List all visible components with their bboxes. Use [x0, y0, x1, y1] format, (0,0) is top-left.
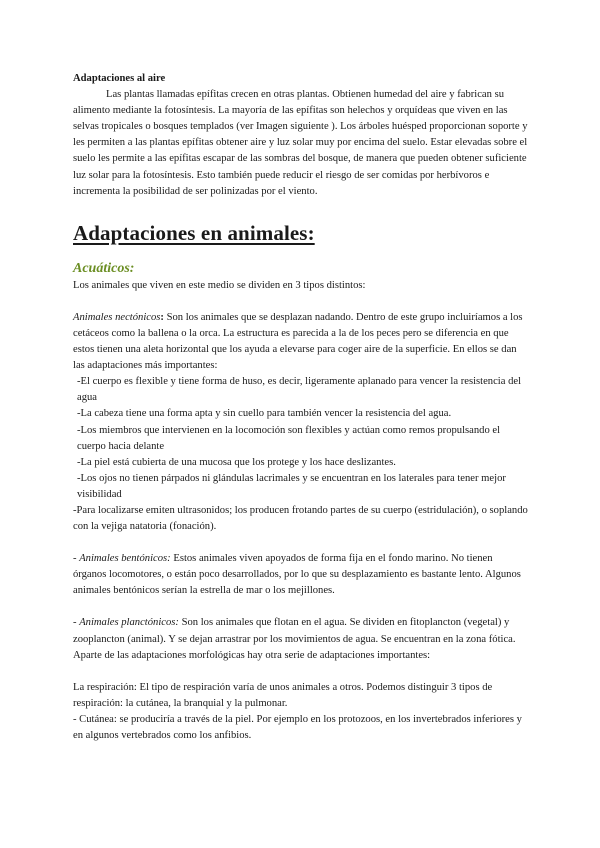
text-planctonicos: Son los animales que flotan en el agua. Se dividen en fitoplancton (vegetal) y zooplancton (animal). Y se dejan arrastrar por los movimientos de agua. Se encuentran en la zona fótica.: [73, 617, 516, 645]
colon-nectonicos: :: [160, 311, 164, 323]
paragraph-bentonicos: [73, 551, 528, 599]
paragraph-intro: Los animales que viven en este medio se dividen en 3 tipos distintos:: [73, 279, 366, 291]
text-bentonicos: Estos animales viven apoyados de forma fija en el fondo marino. No tienen órganos locomotores, o están poco desarrollados, por lo que su desplazamiento es bastante lento. Algunos animales bentónicos serían la estrella de mar o los mejillones.: [73, 553, 521, 597]
list-item-last: -Para localizarse emiten ultrasonidos; los producen frotando partes de su cuerpo (estridulación), o soplando con la vejiga natatoria (fonación).: [73, 504, 528, 533]
label-planctonicos: Animales planctónicos:: [79, 617, 179, 629]
prefix-bentonicos: -: [73, 553, 80, 565]
paragraph-cutanea: - Cutánea: se produciría a través de la piel. Por ejemplo en los protozoos, en los invertebrados inferiores y en algunos vertebrados como los anfibios.: [73, 713, 522, 741]
list-item: -La cabeza tiene una forma apta y sin cuello para también vencer la resistencia del agua.: [77, 408, 452, 420]
label-nectonicos: Animales nectónicos: [73, 311, 161, 323]
spacer: [73, 294, 528, 310]
paragraph-epifitas: Las plantas llamadas epífitas crecen en otras plantas. Obtienen humedad del aire y fabrican su alimento mediante la fotosíntesis. La mayoría de las epífitas son helechos y orquídeas que viven en las selvas tropicales o bosques templados (ver Imagen siguiente ). Los árboles huésped proporcionan soporte y les permiten a las plantas epífitas obtener aire y luz solar muy por encima del suelo. Estar elevadas sobre el suelo les permite a las epífitas escapar de las sombras del bosque, de manera que pueden obtener suficiente luz solar para la fotosíntesis. Esto también puede reducir el riesgo de ser comidas por herbívoros e incrementa la posibilidad de ser polinizadas por el viento.: [73, 89, 528, 197]
list-item: -La piel está cubierta de una mucosa que los protege y los hace deslizantes.: [77, 456, 396, 468]
paragraph-planctonicos: [73, 615, 528, 647]
spacer: [73, 535, 528, 551]
text-nectonicos: Son los animales que se desplazan nadando. Dentro de este grupo incluiríamos a los cetáceos como la ballena o la orca. La estructura es parecida a la de los peces pero se diferencia en que estos tienen una aleta horizontal que los ayuda a elevarse para coger aire de la superficie. En ellos se dan las adaptaciones más importantes:: [73, 311, 523, 372]
spacer: [73, 664, 528, 680]
spacer: [73, 599, 528, 615]
list-item: -Los ojos no tienen párpados ni glándulas lacrimales y se encuentran en los laterales para tener mejor visibilidad: [77, 472, 506, 500]
title-adaptaciones-animales: Adaptaciones en animales:: [73, 220, 315, 245]
section-heading-aire: Adaptaciones al aire: [73, 73, 166, 84]
subtitle-acuaticos: Acuáticos:: [73, 260, 135, 276]
label-bentonicos: Animales bentónicos:: [79, 553, 171, 565]
document-content: [73, 71, 528, 744]
paragraph-aparte: Aparte de las adaptaciones morfológicas hay otra serie de adaptaciones importantes:: [73, 649, 431, 661]
paragraph-nectonicos: [73, 310, 528, 374]
list-item: -Los miembros que intervienen en la locomoción son flexibles y actúan como remos propulsando el cuerpo hacia delante: [77, 424, 501, 452]
prefix-planctonicos: -: [73, 617, 80, 629]
list-item: -El cuerpo es flexible y tiene forma de huso, es decir, ligeramente aplanado para vencer la resistencia del agua: [77, 376, 522, 404]
paragraph-respiracion: La respiración: El tipo de respiración varía de unos animales a otros. Podemos distinguir 3 tipos de respiración: la cutánea, la branquial y la pulmonar.: [73, 681, 493, 709]
